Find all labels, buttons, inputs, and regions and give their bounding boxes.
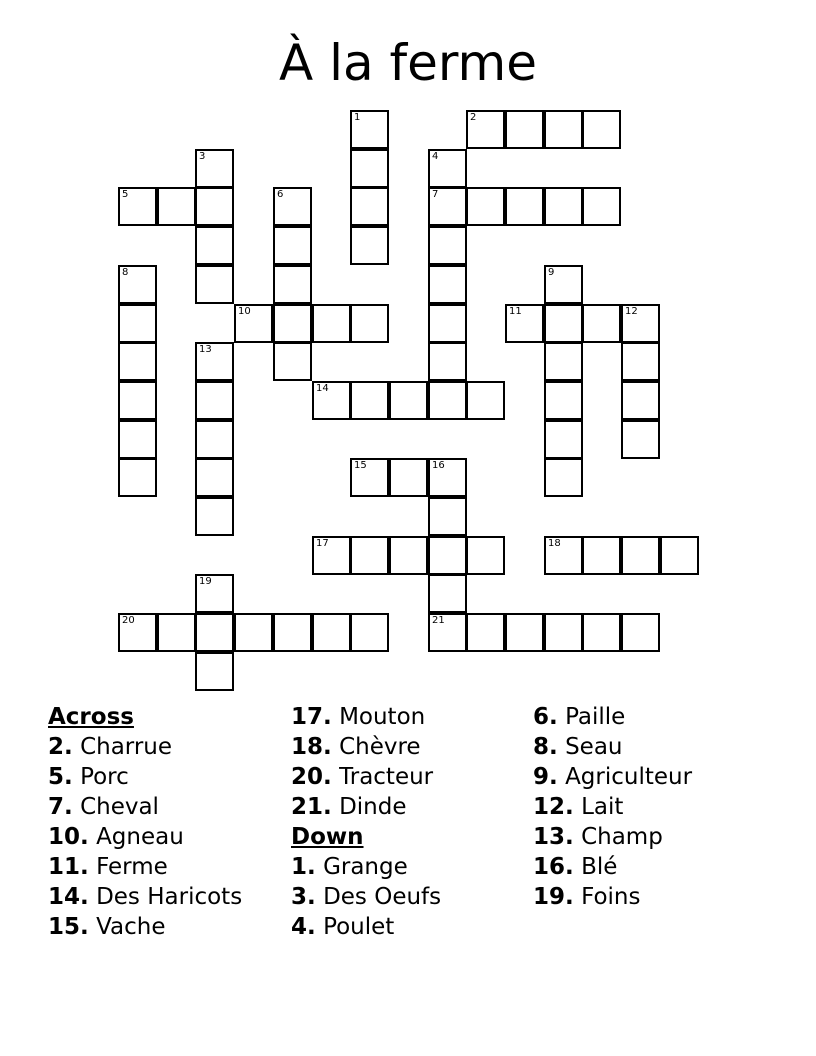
grid-cell[interactable] xyxy=(195,265,234,304)
clue-number: 1 xyxy=(354,112,361,123)
grid-cell[interactable] xyxy=(428,149,467,188)
grid-cell[interactable] xyxy=(621,342,660,381)
clue-number: 21 xyxy=(432,615,445,626)
clue-number: 6 xyxy=(277,189,284,200)
grid-cell[interactable] xyxy=(428,381,467,420)
grid-cell[interactable] xyxy=(350,613,389,652)
grid-cell[interactable] xyxy=(544,304,583,343)
clue-number: 17 xyxy=(316,538,329,549)
grid-cell[interactable] xyxy=(428,304,467,343)
grid-cell[interactable] xyxy=(544,342,583,381)
clue-across-17: 17. Mouton xyxy=(291,704,426,730)
grid-cell[interactable] xyxy=(195,497,234,536)
grid-cell[interactable] xyxy=(505,613,544,652)
grid-cell[interactable] xyxy=(428,187,467,226)
clue-across-21: 21. Dinde xyxy=(291,794,407,820)
clue-across-14: 14. Des Haricots xyxy=(48,884,243,910)
clue-across-20: 20. Tracteur xyxy=(291,764,434,790)
grid-cell[interactable] xyxy=(118,187,157,226)
clue-across-7: 7. Cheval xyxy=(48,794,159,820)
grid-cell[interactable] xyxy=(195,574,234,613)
clue-number: 12 xyxy=(625,306,638,317)
clue-across-2: 2. Charrue xyxy=(48,734,173,760)
grid-cell[interactable] xyxy=(118,613,157,652)
clue-across-15: 15. Vache xyxy=(48,914,166,940)
grid-cell[interactable] xyxy=(544,265,583,304)
grid-cell[interactable] xyxy=(312,304,351,343)
grid-cell[interactable] xyxy=(505,110,544,149)
clue-down-1: 1. Grange xyxy=(291,854,408,880)
clue-number: 18 xyxy=(548,538,561,549)
clue-across-11: 11. Ferme xyxy=(48,854,168,880)
grid-cell[interactable] xyxy=(544,187,583,226)
clue-number: 20 xyxy=(122,615,135,626)
grid-cell[interactable] xyxy=(466,613,505,652)
clue-column-2 xyxy=(291,702,441,942)
grid-cell[interactable] xyxy=(195,187,234,226)
grid-cell[interactable] xyxy=(118,420,157,459)
grid-cell[interactable] xyxy=(118,381,157,420)
grid-cell[interactable] xyxy=(621,381,660,420)
grid-cell[interactable] xyxy=(660,536,699,575)
clue-number: 7 xyxy=(432,189,439,200)
across-heading: Across xyxy=(48,704,134,730)
grid-cell[interactable] xyxy=(273,342,312,381)
grid-cell[interactable] xyxy=(621,304,660,343)
grid-cell[interactable] xyxy=(544,420,583,459)
grid-cell[interactable] xyxy=(273,187,312,226)
grid-cell[interactable] xyxy=(234,613,273,652)
clue-number: 11 xyxy=(509,306,522,317)
clue-number: 16 xyxy=(432,460,445,471)
grid-cell[interactable] xyxy=(273,265,312,304)
clue-across-18: 18. Chèvre xyxy=(291,734,421,760)
grid-cell[interactable] xyxy=(312,536,351,575)
grid-cell[interactable] xyxy=(544,536,583,575)
grid-cell[interactable] xyxy=(582,613,621,652)
clue-down-6: 6. Paille xyxy=(533,704,626,730)
grid-cell[interactable] xyxy=(195,652,234,691)
grid-cell[interactable] xyxy=(582,187,621,226)
grid-cell[interactable] xyxy=(505,304,544,343)
grid-cell[interactable] xyxy=(389,536,428,575)
grid-cell[interactable] xyxy=(621,536,660,575)
clue-number: 15 xyxy=(354,460,367,471)
grid-cell[interactable] xyxy=(544,613,583,652)
grid-cell[interactable] xyxy=(273,613,312,652)
grid-cell[interactable] xyxy=(350,458,389,497)
clue-column-1 xyxy=(48,702,242,942)
clue-across-5: 5. Porc xyxy=(48,764,129,790)
grid-cell[interactable] xyxy=(544,381,583,420)
grid-cell[interactable] xyxy=(273,304,312,343)
grid-cell[interactable] xyxy=(195,420,234,459)
grid-cell[interactable] xyxy=(350,226,389,265)
grid-cell[interactable] xyxy=(582,304,621,343)
clue-number: 5 xyxy=(122,189,129,200)
grid-cell[interactable] xyxy=(195,149,234,188)
clue-down-13: 13. Champ xyxy=(533,824,663,850)
clue-number: 13 xyxy=(199,344,212,355)
grid-cell[interactable] xyxy=(234,304,273,343)
clue-number: 3 xyxy=(199,151,206,162)
grid-cell[interactable] xyxy=(544,110,583,149)
clue-number: 10 xyxy=(238,306,251,317)
grid-cell[interactable] xyxy=(466,187,505,226)
grid-cell[interactable] xyxy=(195,226,234,265)
grid-cell[interactable] xyxy=(157,613,196,652)
clue-down-9: 9. Agriculteur xyxy=(533,764,693,790)
grid-cell[interactable] xyxy=(350,381,389,420)
clue-down-8: 8. Seau xyxy=(533,734,623,760)
clue-down-4: 4. Poulet xyxy=(291,914,395,940)
grid-cell[interactable] xyxy=(544,458,583,497)
grid-cell[interactable] xyxy=(428,574,467,613)
grid-cell[interactable] xyxy=(350,187,389,226)
grid-cell[interactable] xyxy=(118,458,157,497)
clue-down-16: 16. Blé xyxy=(533,854,618,880)
clue-column-3 xyxy=(533,702,692,912)
grid-cell[interactable] xyxy=(118,304,157,343)
grid-cell[interactable] xyxy=(621,420,660,459)
grid-cell[interactable] xyxy=(195,458,234,497)
grid-cell[interactable] xyxy=(350,149,389,188)
grid-cell[interactable] xyxy=(582,536,621,575)
grid-cell[interactable] xyxy=(428,497,467,536)
clue-number: 14 xyxy=(316,383,329,394)
grid-cell[interactable] xyxy=(428,536,467,575)
grid-cell[interactable] xyxy=(389,381,428,420)
clue-number: 8 xyxy=(122,267,129,278)
grid-cell[interactable] xyxy=(273,226,312,265)
clue-number: 19 xyxy=(199,576,212,587)
grid-cell[interactable] xyxy=(466,381,505,420)
grid-cell[interactable] xyxy=(466,536,505,575)
page-title: À la ferme xyxy=(278,34,538,92)
grid-cell[interactable] xyxy=(428,458,467,497)
clue-number: 9 xyxy=(548,267,555,278)
grid-cell[interactable] xyxy=(312,613,351,652)
grid-cell[interactable] xyxy=(505,187,544,226)
clue-across-10: 10. Agneau xyxy=(48,824,184,850)
grid-cell[interactable] xyxy=(312,381,351,420)
grid-cell[interactable] xyxy=(428,226,467,265)
grid-cell[interactable] xyxy=(157,187,196,226)
grid-cell[interactable] xyxy=(428,613,467,652)
clue-number: 2 xyxy=(470,112,477,123)
grid-cell[interactable] xyxy=(350,304,389,343)
grid-cell[interactable] xyxy=(428,342,467,381)
grid-cell[interactable] xyxy=(118,265,157,304)
grid-cell[interactable] xyxy=(389,458,428,497)
clue-down-19: 19. Foins xyxy=(533,884,641,910)
grid-cell[interactable] xyxy=(350,110,389,149)
grid-cell[interactable] xyxy=(428,265,467,304)
grid-cell[interactable] xyxy=(621,613,660,652)
grid-cell[interactable] xyxy=(118,342,157,381)
clue-down-3: 3. Des Oeufs xyxy=(291,884,442,910)
grid-cell[interactable] xyxy=(582,110,621,149)
clue-number: 4 xyxy=(432,151,439,162)
grid-cell[interactable] xyxy=(195,381,234,420)
down-heading: Down xyxy=(291,824,364,850)
grid-cell[interactable] xyxy=(350,536,389,575)
grid-cell[interactable] xyxy=(195,342,234,381)
clue-down-12: 12. Lait xyxy=(533,794,624,820)
grid-cell[interactable] xyxy=(195,613,234,652)
grid-cell[interactable] xyxy=(466,110,505,149)
